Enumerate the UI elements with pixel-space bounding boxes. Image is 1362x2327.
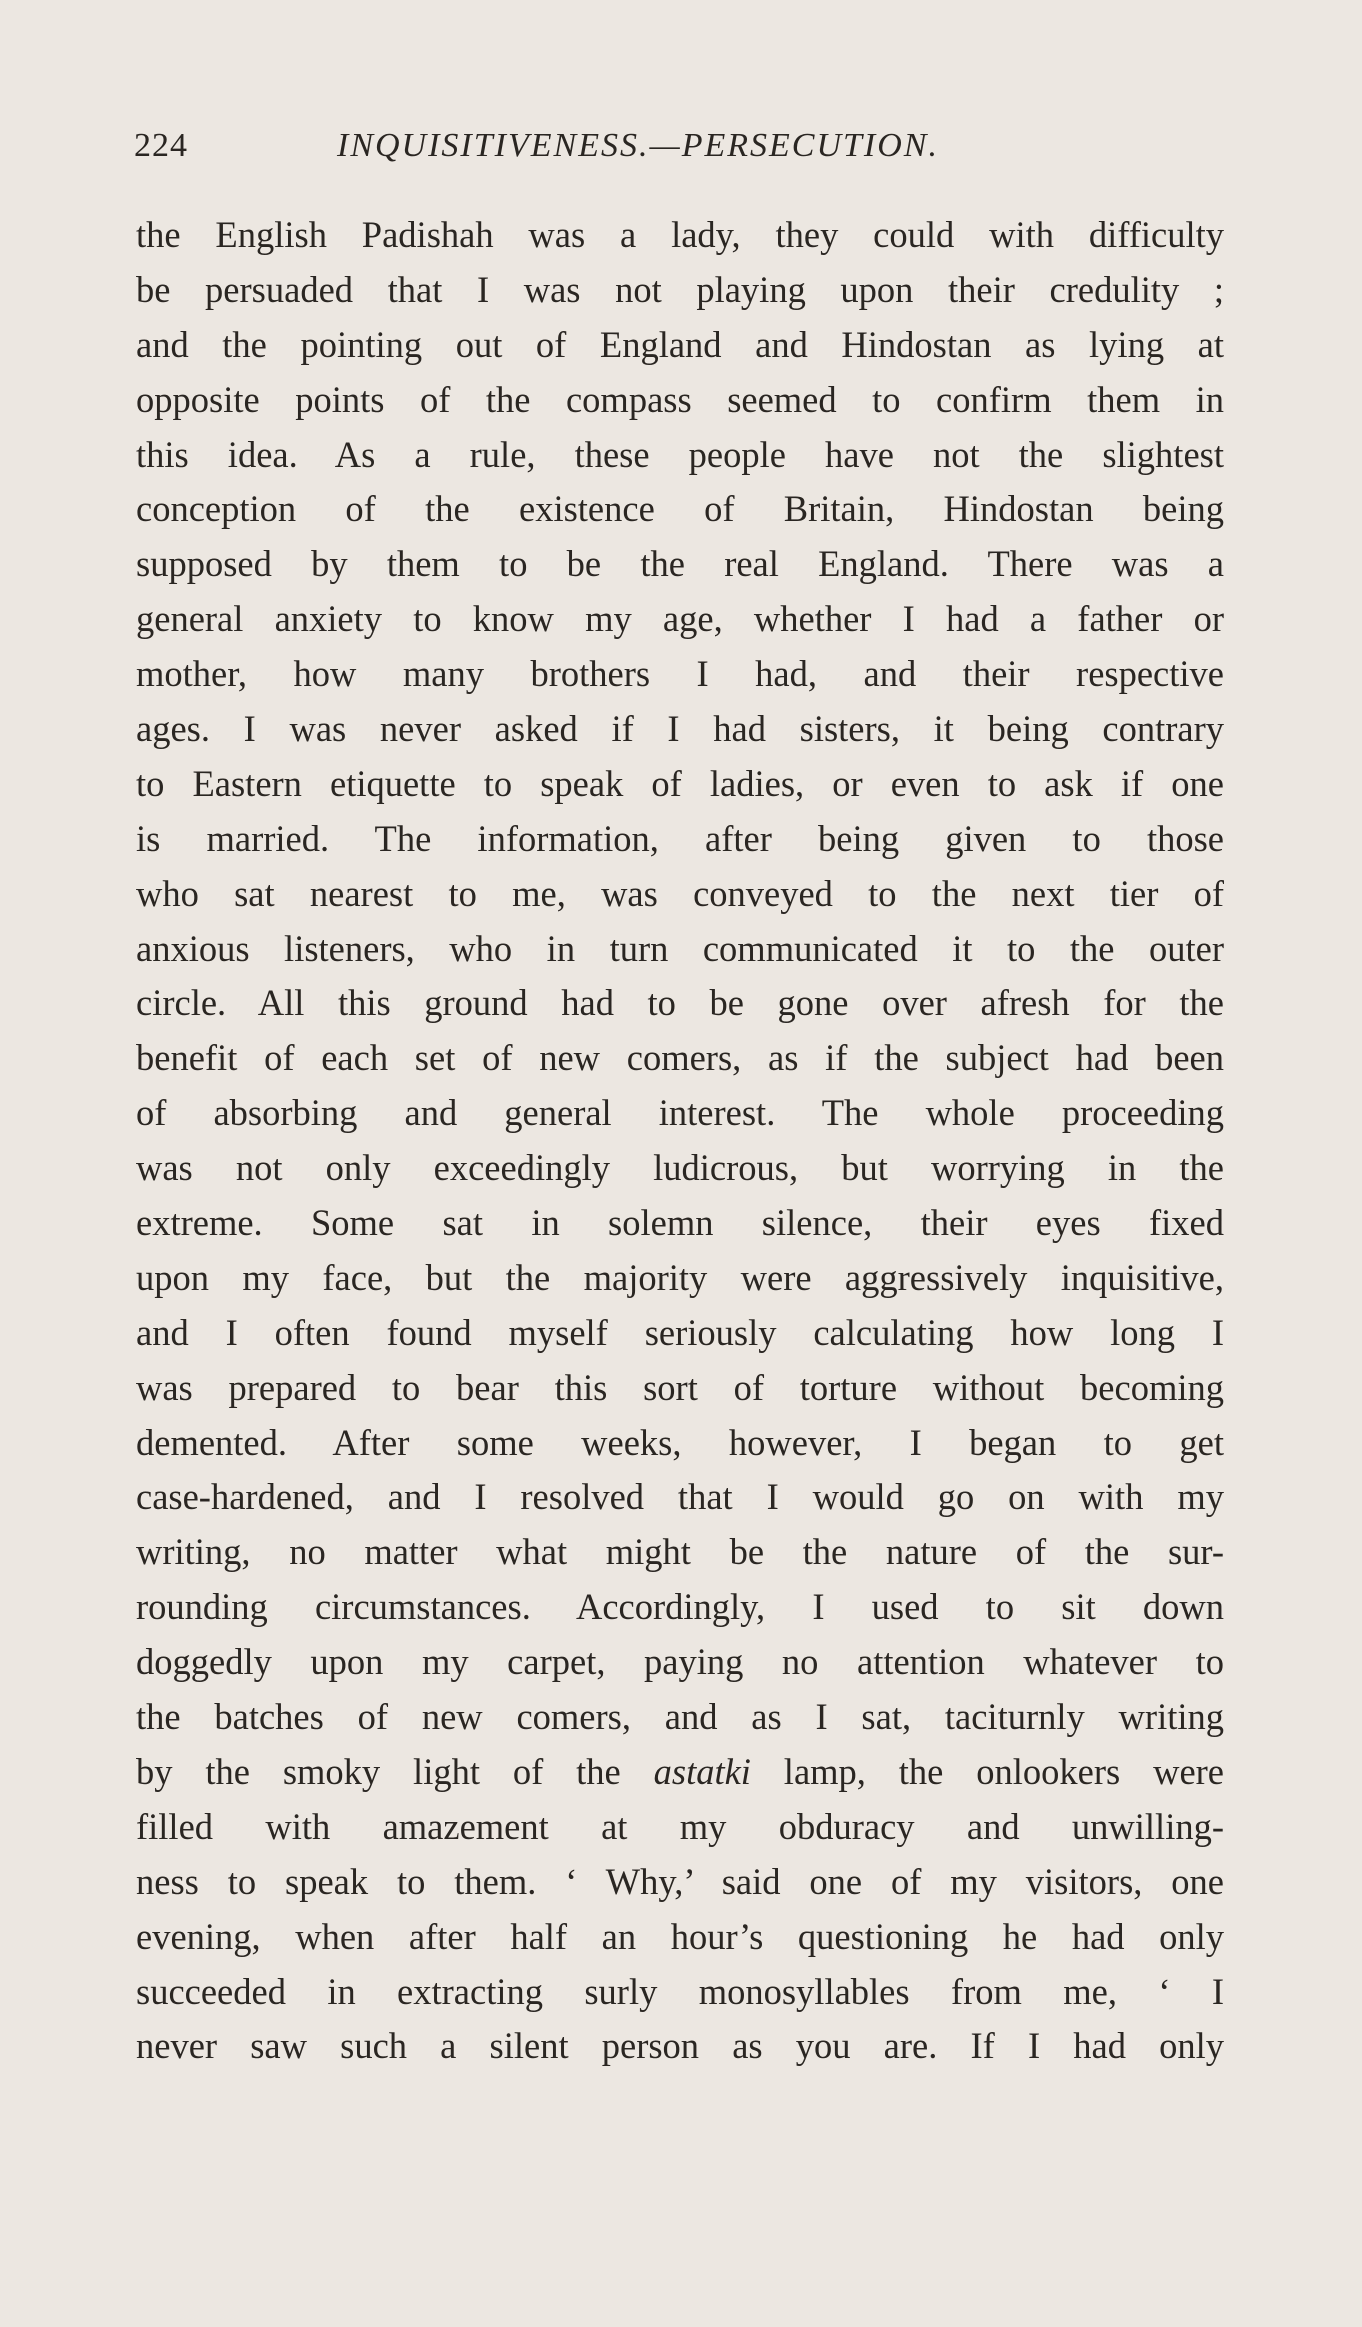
text-line: case-hardened, and I resolved that I would go on with my: [136, 1476, 1224, 1518]
text-line: opposite points of the compass seemed to confirm them in: [136, 378, 1224, 420]
text-line: general anxiety to know my age, whether I had a father or: [136, 598, 1224, 640]
text-line: anxious listeners, who in turn communicated it to the outer: [136, 927, 1224, 969]
body-text: [136, 208, 1224, 2074]
text-line: benefit of each set of new comers, as if the subject had been: [136, 1037, 1224, 1079]
text-line: circle. All this ground had to be gone over afresh for the: [136, 982, 1224, 1024]
text-line: and I often found myself seriously calculating how long I: [136, 1311, 1224, 1353]
text-line: and the pointing out of England and Hindostan as lying at: [136, 323, 1224, 365]
text-line: succeeded in extracting surly monosyllables from me, ‘ I: [136, 1970, 1224, 2012]
text-line: to Eastern etiquette to speak of ladies, or even to ask if one: [136, 762, 1224, 804]
page-number: 224: [134, 127, 188, 164]
text-line: the English Padishah was a lady, they could with difficulty: [136, 214, 1224, 255]
text-line: rounding circumstances. Accordingly, I used to sit down: [136, 1586, 1224, 1628]
italic-word: astatki: [653, 1750, 751, 1792]
text-line: demented. After some weeks, however, I began to get: [136, 1421, 1224, 1463]
text-line: mother, how many brothers I had, and their respective: [136, 653, 1224, 695]
text-segment: by the smoky light of the: [136, 1750, 654, 1792]
text-segment: lamp, the onlookers were: [750, 1750, 1224, 1792]
text-line-with-italic: [136, 1745, 1224, 1800]
text-line: was not only exceedingly ludicrous, but worrying in the: [136, 1147, 1224, 1189]
text-line: the batches of new comers, and as I sat, taciturnly writing: [136, 1696, 1224, 1738]
text-line: is married. The information, after being given to those: [136, 817, 1224, 859]
text-line: ness to speak to them. ‘ Why,’ said one of my visitors, one: [136, 1860, 1224, 1902]
page-header: [134, 127, 1224, 177]
text-line: who sat nearest to me, was conveyed to the next tier of: [136, 872, 1224, 914]
running-head: INQUISITIVENESS.—PERSECUTION.: [337, 127, 939, 164]
text-line: writing, no matter what might be the nature of the sur-: [136, 1531, 1224, 1573]
text-line: ages. I was never asked if I had sisters, it being contrary: [136, 708, 1224, 750]
text-line: of absorbing and general interest. The whole proceeding: [136, 1092, 1224, 1134]
text-line: doggedly upon my carpet, paying no attention whatever to: [136, 1641, 1224, 1683]
text-line: this idea. As a rule, these people have not the slightest: [136, 433, 1224, 475]
text-line: filled with amazement at my obduracy and unwilling-: [136, 1805, 1224, 1847]
text-line: evening, when after half an hour’s questioning he had only: [136, 1915, 1224, 1957]
text-line: extreme. Some sat in solemn silence, their eyes fixed: [136, 1202, 1224, 1244]
text-line: upon my face, but the majority were aggressively inquisitive,: [136, 1256, 1224, 1298]
text-line: conception of the existence of Britain, Hindostan being: [136, 488, 1224, 530]
text-line: was prepared to bear this sort of torture without becoming: [136, 1366, 1224, 1408]
text-line: never saw such a silent person as you are. If I had only: [136, 2025, 1224, 2067]
text-line: supposed by them to be the real England. There was a: [136, 543, 1224, 585]
text-line: be persuaded that I was not playing upon their credulity ;: [136, 268, 1224, 310]
